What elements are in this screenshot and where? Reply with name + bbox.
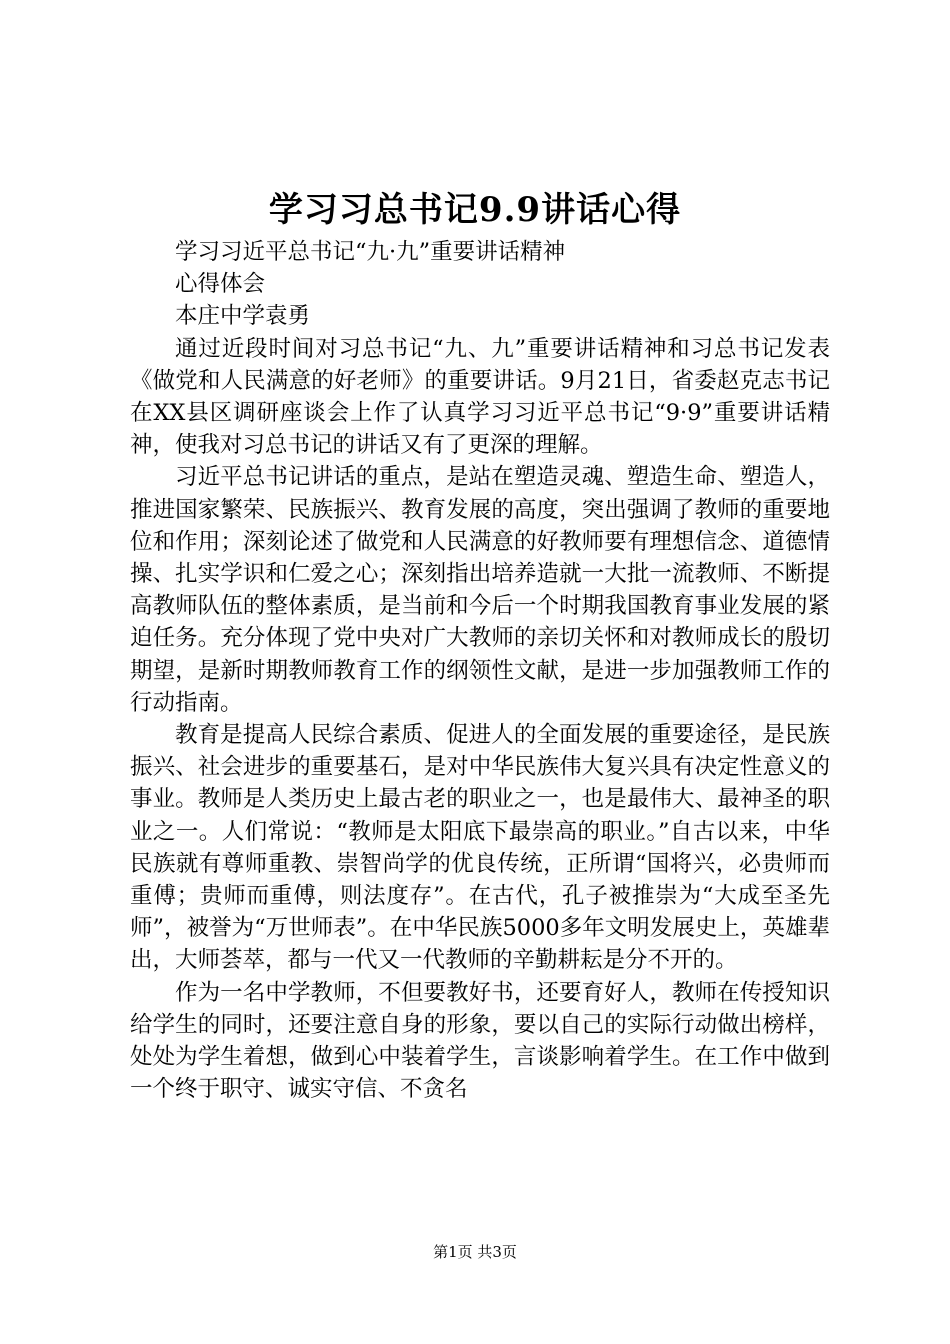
body-paragraph: 习近平总书记讲话的重点，是站在塑造灵魂、塑造生命、塑造人，推进国家繁荣、民族振兴、教育发展的高度，突出强调了教师的重要地位和作用；深刻论述了做党和人民满意的好教师要有理想信念、道德情操、扎实学识和仁爱之心；深刻指出培养造就一大批一流教师、不断提高教师队伍的整体素质，是当前和今后一个时期我国教育事业发展的紧迫任务。充分体现了党中央对广大教师的亲切关怀和对教师成长的殷切期望，是新时期教师教育工作的纲领性文献，是进一步加强教师工作的行动指南。 — [130, 464, 830, 716]
document-title: 学习习总书记9.9讲话心得 — [268, 190, 682, 230]
author-line: 本庄中学袁勇 — [175, 303, 311, 330]
body-paragraph: 作为一名中学教师，不但要教好书，还要育好人，教师在传授知识给学生的同时，还要注意自身的形象，要以自己的实际行动做出榜样，处处为学生着想，做到心中装着学生，言谈影响着学生。在工作中做到一个终于职守、诚实守信、不贪名 — [130, 979, 830, 1103]
body-paragraph: 通过近段时间对习总书记“九、九”重要讲话精神和习总书记发表《做党和人民满意的好老师》的重要讲话。9月21日，省委赵克志书记在XX县区调研座谈会上作了认真学习习近平总书记“9·9”重要讲话精神，使我对习总书记的讲话又有了更深的理解。 — [130, 335, 830, 459]
body-paragraph: 心得体会 — [175, 271, 266, 298]
body-paragraph: 学习习近平总书记“九·九”重要讲话精神 — [175, 239, 566, 265]
document-body — [130, 236, 830, 1105]
page-footer: 第1页 共3页 — [433, 1243, 517, 1261]
body-paragraph: 教育是提高人民综合素质、促进人的全面发展的重要途径，是民族振兴、社会进步的重要基石，是对中华民族伟大复兴具有决定性意义的事业。教师是人类历史上最古老的职业之一，也是最伟大、最神圣的职业之一。人们常说：“教师是太阳底下最崇高的职业。”自古以来，中华民族就有尊师重教、崇智尚学的优良传统，正所谓“国将兴，必贵师而重傅；贵师而重傅，则法度存”。在古代，孔子被推崇为“大成至圣先师”，被誉为“万世师表”。在中华民族5000多年文明发展史上，英雄辈出，大师荟萃，都与一代又一代教师的辛勤耕耘是分不开的。 — [130, 722, 830, 974]
